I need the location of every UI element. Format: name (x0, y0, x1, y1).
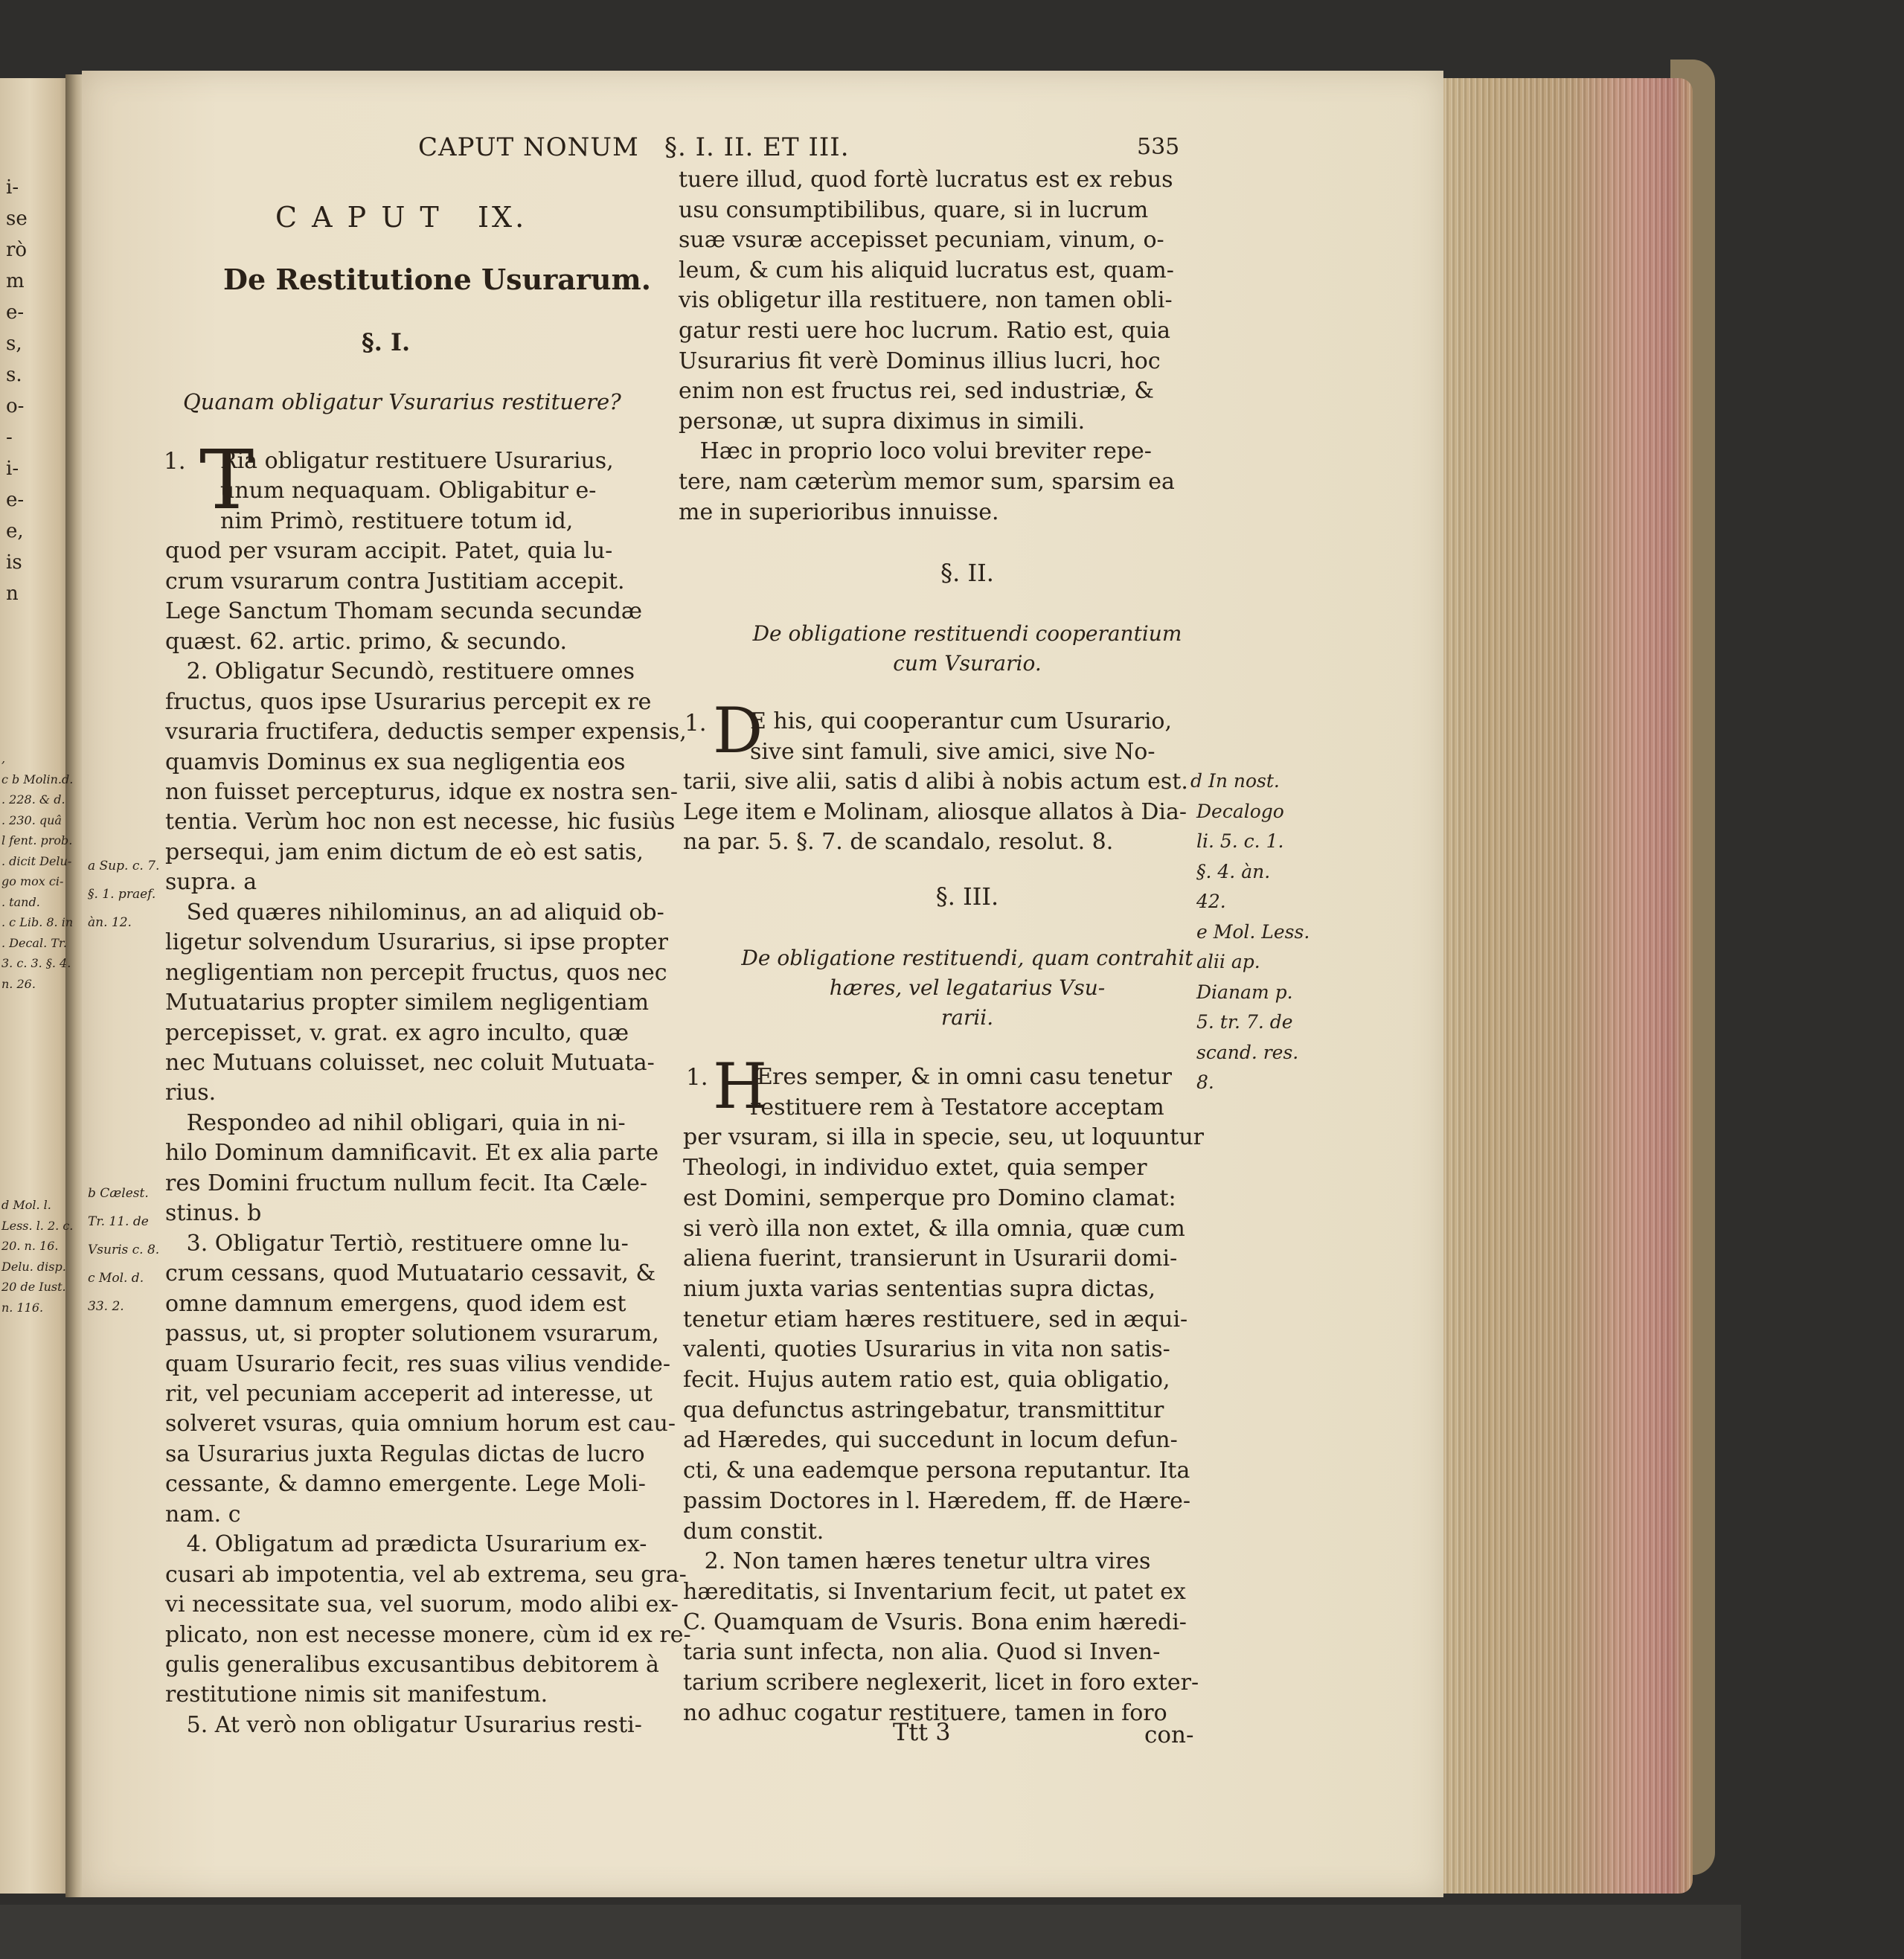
text-line: passim Doctores in l. Hæredem, ff. de Hære- (683, 1487, 1190, 1514)
text-line: vsuraria fructifera, deductis semper expensis, (165, 719, 687, 746)
text-line: qua defunctus astringebatur, transmittitur (683, 1397, 1164, 1423)
drop-cap: D (713, 694, 763, 767)
text-line: Usurarius fit verè Dominus illius lucri, hoc (679, 347, 1161, 374)
margin-note: Tr. 11. de (88, 1214, 149, 1229)
text-line: cti, & una eademque persona reputantur. Ita (683, 1458, 1190, 1484)
signature-mark: Ttt 3 (893, 1718, 951, 1746)
text-line: si verò illa non extet, & illa omnia, quæ cum (683, 1215, 1185, 1242)
text-line: 5. At verò non obligatur Usurarius resti- (165, 1711, 642, 1738)
text-line: hilo Dominum damnificavit. Et ex alia parte (165, 1140, 659, 1167)
section-title-line: cum Vsurario. (893, 651, 1042, 676)
facing-page-fragment: m (6, 270, 25, 292)
text-line: restituere rem à Testatore acceptam (750, 1094, 1164, 1120)
facing-page-fragment: go mox ci- (1, 874, 64, 888)
text-line: me in superioribus innuisse. (679, 498, 999, 525)
text-line: tarium scribere neglexerit, licet in foro exter- (683, 1670, 1199, 1696)
text-line: no adhuc cogatur restituere, tamen in foro (683, 1699, 1167, 1726)
text-line: fructus, quos ipse Usurarius percepit ex re (165, 688, 652, 715)
margin-note: li. 5. c. 1. (1196, 830, 1284, 852)
text-line: 2. Non tamen hæres tenetur ultra vires (683, 1548, 1151, 1575)
text-line: res Domini fructum nullum fecit. Ita Cæle- (165, 1170, 648, 1196)
facing-page-fragment: , (1, 751, 6, 766)
facing-page-fragment: s, (6, 333, 22, 355)
margin-note: 42. (1196, 891, 1226, 912)
page-edges (1421, 78, 1693, 1894)
text-line: Lege Sanctum Thomam secunda secundæ (165, 598, 643, 625)
text-line: ad Hæredes, qui succedunt in locum defun- (683, 1427, 1178, 1454)
text-line: taria sunt infecta, non alia. Quod si Inven- (683, 1639, 1161, 1666)
text-line: est Domini, semperque pro Domino clamat: (683, 1184, 1176, 1211)
text-line: nec Mutuans coluisset, nec coluit Mutuata- (165, 1050, 655, 1076)
facing-page-fragment: . c Lib. 8. in (1, 915, 74, 929)
header-right: §. I. II. ET III. (664, 132, 850, 162)
text-line: plicato, non est necesse monere, cùm id ex re- (165, 1621, 691, 1648)
facing-page-fragment: e- (6, 489, 25, 511)
text-line: sive sint famuli, sive amici, sive No- (750, 738, 1155, 765)
header-left: CAPUT NONUM (418, 132, 639, 162)
margin-note: 33. 2. (88, 1299, 124, 1314)
text-line: tenetur etiam hæres restituere, sed in æqui- (683, 1306, 1188, 1333)
facing-page-fragment: 20. n. 16. (1, 1239, 59, 1253)
text-line: nim Primò, restituere totum id, (220, 507, 574, 534)
text-line: sa Usurarius juxta Regulas dictas de lucro (165, 1440, 645, 1467)
facing-page-fragment: Less. l. 2. c. (1, 1218, 74, 1233)
margin-note: 5. tr. 7. de (1196, 1011, 1293, 1033)
text-line: Theologi, in individuo extet, quia semper (683, 1155, 1147, 1182)
text-line: Hæc in proprio loco volui breviter repe- (679, 438, 1152, 465)
text-line: gatur resti uere hoc lucrum. Ratio est, quia (679, 318, 1171, 344)
text-line: vi necessitate sua, vel suorum, modo alibi ex- (165, 1591, 679, 1618)
facing-page-fragment: rò (6, 239, 28, 261)
text-line: Lege item e Molinam, aliosque allatos à Dia- (683, 798, 1187, 825)
text-line: rius. (165, 1080, 217, 1106)
paragraph-number: 1. (164, 448, 186, 475)
facing-page-fragment: - (6, 426, 13, 449)
text-line: ligetur solvendum Usurarius, si ipse propter (165, 929, 668, 956)
text-line: 3. Obligatur Tertiò, restituere omne lu- (165, 1230, 629, 1257)
text-line: Sed quæres nihilominus, an ad aliquid ob- (165, 899, 664, 926)
drop-cap: T (199, 432, 254, 528)
facing-page-fragment: e, (6, 520, 24, 542)
margin-note: àn. 12. (88, 915, 132, 930)
margin-note: §. 1. praef. (88, 887, 156, 902)
text-line: tentia. Verùm hoc non est necesse, hic fusiùs (165, 809, 676, 836)
text-line: Respondeo ad nihil obligari, quia in ni- (165, 1109, 626, 1136)
text-line: aliena fuerint, transierunt in Usurarii domi- (683, 1245, 1178, 1272)
facing-page-fragment: is (6, 551, 22, 574)
text-line: nam. c (165, 1501, 241, 1527)
text-line: 4. Obligatum ad prædicta Usurarium ex- (165, 1531, 647, 1558)
text-line: vis obligetur illa restituere, non tamen obli- (679, 287, 1173, 314)
facing-page-fragment: 20 de Iust. (1, 1280, 66, 1294)
margin-note: alii ap. (1196, 951, 1260, 972)
text-line: solveret vsuras, quia omnium horum est cau- (165, 1411, 676, 1437)
text-line: crum cessans, quod Mutuatario cessavit, & (165, 1260, 656, 1287)
text-line: personæ, ut supra diximus in simili. (679, 408, 1086, 435)
facing-page-fragment: s. (6, 364, 22, 386)
text-line: C. Quamquam de Vsuris. Bona enim hæredi- (683, 1609, 1187, 1635)
text-line: fecit. Hujus autem ratio est, quia obligatio, (683, 1367, 1170, 1393)
margin-note: scand. res. (1196, 1041, 1299, 1063)
chapter-number: C A P U T IX. (275, 201, 528, 234)
text-line: omne damnum emergens, quod idem est (165, 1290, 626, 1317)
text-line: persequi, jam enim dictum de eò est satis, (165, 839, 644, 865)
text-line: quæst. 62. artic. primo, & secundo. (165, 628, 568, 655)
text-line: 2. Obligatur Secundò, restituere omnes (165, 658, 635, 685)
text-line: unum nequaquam. Obligabitur e- (220, 478, 597, 504)
section-title-line: De obligatione restituendi, quam contrahit (741, 946, 1193, 970)
facing-page-fragment: se (6, 208, 28, 230)
text-line: rit, vel pecuniam acceperit ad interesse, ut (165, 1380, 653, 1407)
section-title-line: De obligatione restituendi cooperantium (752, 621, 1182, 646)
text-line: percepisset, v. grat. ex agro inculto, quæ (165, 1019, 629, 1046)
text-line: E his, qui cooperantur cum Usurario, (750, 708, 1173, 734)
text-line: per vsuram, si illa in specie, seu, ut loquuntur (683, 1124, 1205, 1151)
margin-note: 8. (1196, 1071, 1214, 1093)
paragraph-number: 1. (685, 710, 707, 737)
margin-note: e Mol. Less. (1196, 920, 1310, 943)
facing-page-fragment: i- (6, 176, 19, 199)
drop-cap: H (713, 1050, 768, 1123)
facing-page-fragment: Delu. disp. (1, 1259, 66, 1274)
section-title-line: rarii. (940, 1005, 994, 1030)
facing-page-fragment: o- (6, 395, 25, 417)
text-line: stinus. b (165, 1200, 262, 1227)
facing-page-fragment: l fent. prob. (1, 833, 73, 847)
text-line: crum vsurarum contra Justitiam accepit. (165, 568, 625, 594)
facing-page-fragment: . dicit Delu- (1, 853, 72, 868)
section-1-heading: §. I. (362, 328, 411, 356)
facing-page-fragment: . 230. quâ (1, 812, 62, 827)
text-line: Mutuatarius propter similem negligentiam (165, 990, 650, 1016)
catchword: con- (1144, 1722, 1194, 1748)
margin-note: Vsuris c. 8. (88, 1243, 160, 1257)
text-line: quod per vsuram accipit. Patet, quia lu- (165, 538, 613, 565)
text-line: cessante, & damno emergente. Lege Moli- (165, 1471, 646, 1498)
text-line: na par. 5. §. 7. de scandalo, resolut. 8. (683, 829, 1114, 856)
text-line: non fuisset percepturus, idque ex nostra sen- (165, 778, 678, 805)
text-line: negligentiam non percepit fructus, quos nec (165, 959, 667, 986)
margin-note: d In nost. (1190, 770, 1280, 792)
margin-note: §. 4. àn. (1196, 860, 1271, 882)
margin-note: c Mol. d. (88, 1271, 144, 1286)
paragraph-number: 1. (686, 1064, 708, 1091)
margin-note: b Cælest. (88, 1186, 149, 1201)
facing-page-fragment: d Mol. l. (1, 1198, 51, 1212)
text-line: supra. a (165, 869, 257, 896)
text-line: restitutione nimis sit manifestum. (165, 1681, 548, 1708)
facing-page-fragment: n (6, 583, 19, 605)
facing-page-fragment: n. 116. (1, 1300, 44, 1315)
margin-note: a Sup. c. 7. (88, 859, 160, 873)
text-line: enim non est fructus rei, sed industriæ, & (679, 378, 1154, 405)
margin-note: Dianam p. (1196, 981, 1293, 1003)
facing-page-fragment: . Decal. Tr. (1, 935, 67, 950)
facing-page-fragment: . 228. & d. (1, 792, 65, 807)
facing-page-fragment: n. 26. (1, 976, 36, 991)
text-line: tere, nam cæterùm memor sum, sparsim ea (679, 469, 1175, 495)
text-line: hæreditatis, si Inventarium fecit, ut patet ex (683, 1578, 1186, 1605)
text-line: nium juxta varias sententias supra dictas, (683, 1275, 1156, 1302)
facing-page-fragment: c b Molin.d. (1, 772, 74, 786)
margin-note: Decalogo (1196, 800, 1284, 822)
book-cover-edge (0, 1905, 1741, 1959)
text-line: tuere illud, quod fortè lucratus est ex rebus (679, 167, 1173, 193)
facing-page-fragment: 3. c. 3. §. 4. (1, 956, 71, 970)
chapter-title: De Restitutione Usurarum. (223, 263, 651, 296)
section-3-heading: §. III. (935, 882, 999, 911)
text-line: Ria obligatur restituere Usurarius, (220, 448, 614, 474)
text-line: quamvis Dominus ex sua negligentia eos (165, 748, 626, 775)
facing-page-fragment: e- (6, 301, 25, 324)
facing-page-fragment: . tand. (1, 894, 40, 909)
text-line: passus, ut, si propter solutionem vsurarum, (165, 1321, 659, 1347)
text-line: gulis generalibus excusantibus debitorem à (165, 1652, 659, 1678)
section-2-heading: §. II. (940, 559, 994, 587)
text-line: suæ vsuræ accepisset pecuniam, vinum, o- (679, 227, 1164, 254)
text-line: tarii, sive alii, satis d alibi à nobis actum est. (683, 769, 1188, 795)
text-line: usu consumptibilibus, quare, si in lucrum (679, 196, 1149, 223)
page-number: 535 (1137, 134, 1180, 160)
text-line: dum constit. (683, 1518, 824, 1545)
question-heading: Quanam obligatur Vsurarius restituere? (183, 389, 621, 414)
text-line: quam Usurario fecit, res suas vilius vendide- (165, 1350, 670, 1377)
text-line: Æres semper, & in omni casu tenetur (750, 1064, 1172, 1090)
facing-page-fragment: i- (6, 458, 19, 480)
text-line: valenti, quoties Usurarius in vita non satis- (683, 1336, 1170, 1363)
section-title-line: hæres, vel legatarius Vsu- (829, 975, 1106, 1000)
text-line: leum, & cum his aliquid lucratus est, quam- (679, 257, 1174, 283)
text-line: cusari ab impotentia, vel ab extrema, seu gra- (165, 1561, 687, 1588)
